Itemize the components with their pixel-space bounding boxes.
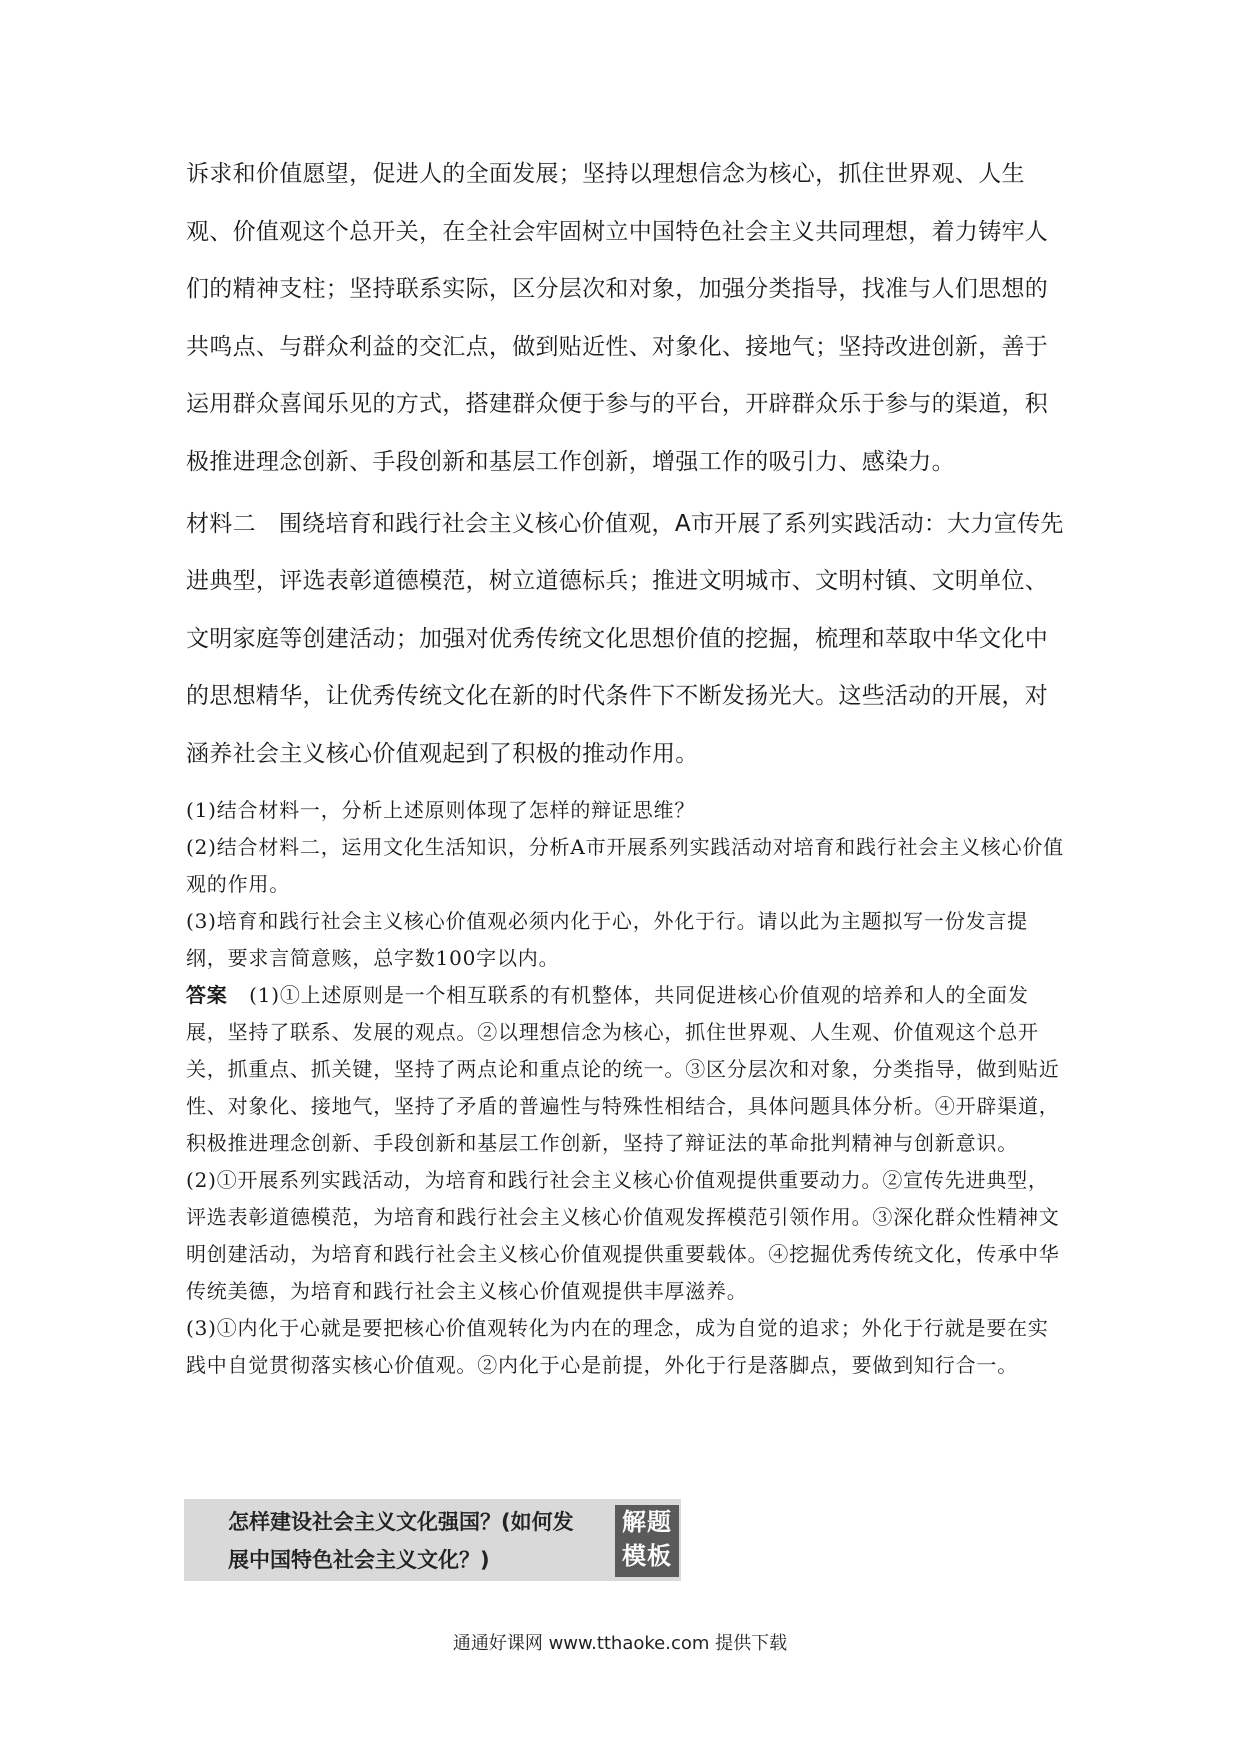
material-2-text: 围绕培育和践行社会主义核心价值观，A市开展了系列实践活动：大力宣传先进典型，评选表彰道德模范，树立道德标兵；推进文明城市、文明村镇、文明单位、文明家庭等创建活动；加强对优秀传统文化思想价值的挖掘，梳理和萃取中华文化中的思想精华，让优秀传统文化在新的时代条件下不断发扬光大。这些活动的开展，对涵养社会主义核心价值观起到了积极的推动作用。 — [186, 510, 1064, 767]
answer-2: (2)①开展系列实践活动，为培育和践行社会主义核心价值观提供重要动力。②宣传先进典型，评选表彰道德模范，为培育和践行社会主义核心价值观发挥模范引领作用。③深化群众性精神文明创建活动，为培育和践行社会主义核心价值观提供重要载体。④挖掘优秀传统文化，传承中华传统美德，为培育和践行社会主义核心价值观提供丰厚滋养。 — [186, 1167, 1060, 1303]
banner-badge: 解题模板 — [615, 1505, 679, 1577]
template-banner — [184, 1499, 681, 1581]
material-2-label: 材料二 — [186, 510, 256, 537]
answer-3: (3)①内化于心就是要把核心价值观转化为内在的理念，成为自觉的追求；外化于行就是要在实践中自觉贯彻落实核心价值观。②内化于心是前提，外化于行是落脚点，要做到知行合一。 — [186, 1315, 1049, 1377]
question-2: (2)结合材料二，运用文化生活知识，分析A市开展系列实践活动对培育和践行社会主义核心价值观的作用。 — [186, 834, 1064, 896]
answer-1 — [186, 977, 1066, 1162]
material-1-continuation: 诉求和价值愿望，促进人的全面发展；坚持以理想信念为核心，抓住世界观、人生观、价值观这个总开关，在全社会牢固树立中国特色社会主义共同理想，着力铸牢人们的精神支柱；坚持联系实际，区分层次和对象，加强分类指导，找准与人们思想的共鸣点、与群众利益的交汇点，做到贴近性、对象化、接地气；坚持改进创新，善于运用群众喜闻乐见的方式，搭建群众便于参与的平台，开辟群众乐于参与的渠道，积极推进理念创新、手段创新和基层工作创新，增强工作的吸引力、感染力。 — [186, 161, 1049, 475]
banner-question: 怎样建设社会主义文化强国？(如何发展中国特色社会主义文化？) — [228, 1510, 574, 1572]
answer-label: 答案 — [186, 982, 228, 1007]
page-content — [186, 146, 1066, 1384]
question-3: (3)培育和践行社会主义核心价值观必须内化于心，外化于行。请以此为主题拟写一份发言提纲，要求言简意赅，总字数100字以内。 — [186, 908, 1028, 970]
answer-1-text: (1)①上述原则是一个相互联系的有机整体，共同促进核心价值观的培养和人的全面发展，坚持了联系、发展的观点。②以理想信念为核心，抓住世界观、人生观、价值观这个总开关，抓重点、抓关键，坚持了两点论和重点论的统一。③区分层次和对象，分类指导，做到贴近性、对象化、接地气，坚持了矛盾的普遍性与特殊性相结合，具体问题具体分析。④开辟渠道，积极推进理念创新、手段创新和基层工作创新，坚持了辩证法的革命批判精神与创新意识。 — [186, 982, 1060, 1155]
question-1: (1)结合材料一，分析上述原则体现了怎样的辩证思维？ — [186, 797, 696, 822]
page-footer: 通通好课网 www.tthaoke.com 提供下载 — [452, 1633, 788, 1654]
material-2 — [186, 496, 1066, 784]
